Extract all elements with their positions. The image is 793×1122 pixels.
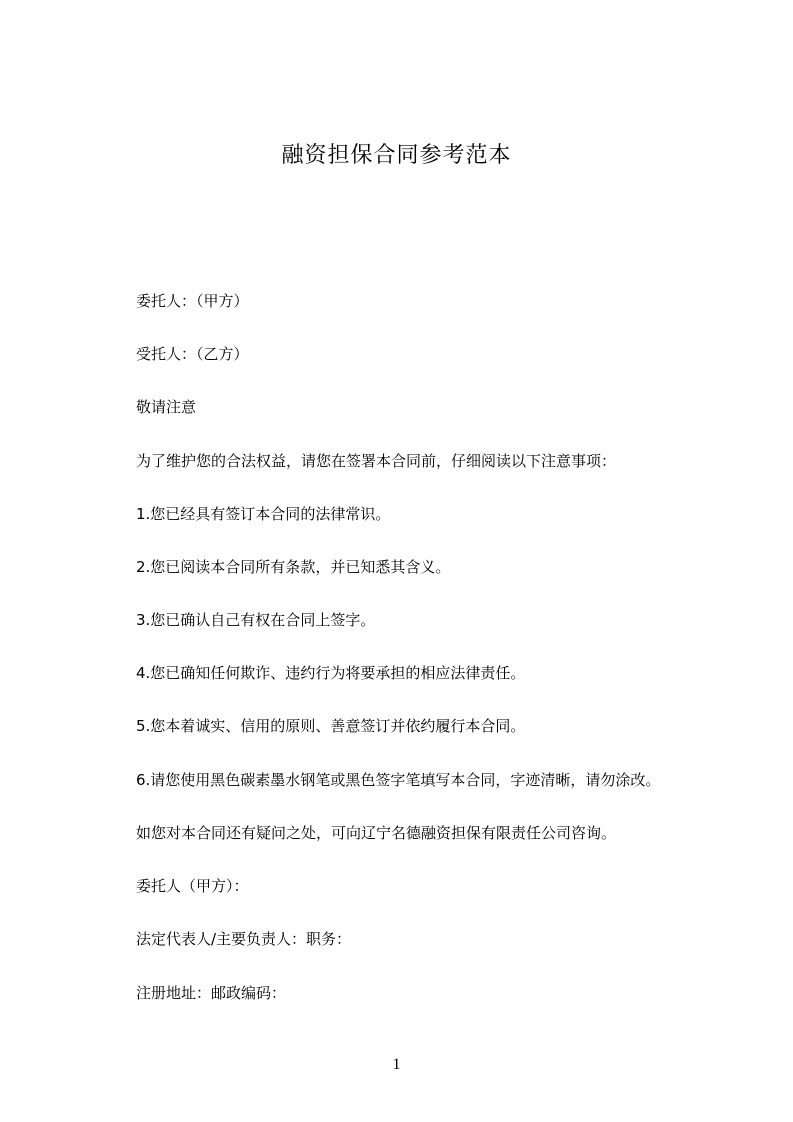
paragraph-notice-item-6: 6.请您使用黑色碳素墨水钢笔或黑色签字笔填写本合同，字迹清晰，请勿涂改。 — [136, 771, 661, 789]
paragraph-client-party: 委托人（甲方）： — [136, 877, 249, 895]
paragraph-client: 委托人：（甲方） — [136, 292, 249, 310]
paragraph-notice-item-5: 5.您本着诚实、信用的原则、善意签订并依约履行本合同。 — [136, 717, 526, 735]
paragraph-notice-item-1: 1.您已经具有签订本合同的法律常识。 — [136, 505, 391, 523]
page-number: 1 — [392, 1056, 401, 1073]
paragraph-notice-item-3: 3.您已确认自己有权在合同上签字。 — [136, 611, 376, 629]
paragraph-trustee: 受托人：（乙方） — [136, 345, 249, 363]
paragraph-inquiry: 如您对本合同还有疑问之处，可向辽宁名德融资担保有限责任公司咨询。 — [136, 824, 617, 842]
paragraph-notice-item-4: 4.您已确知任何欺诈、违约行为将要承担的相应法律责任。 — [136, 664, 526, 682]
paragraph-notice-heading: 敬请注意 — [136, 398, 197, 416]
paragraph-legal-representative: 法定代表人/主要负责人：职务： — [136, 930, 352, 948]
paragraph-notice-item-2: 2.您已阅读本合同所有条款，并已知悉其含义。 — [136, 558, 451, 576]
paragraph-registered-address: 注册地址：邮政编码： — [136, 984, 287, 1002]
paragraph-notice-intro: 为了维护您的合法权益，请您在签署本合同前，仔细阅读以下注意事项： — [136, 452, 617, 470]
document-title: 融资担保合同参考范本 — [281, 143, 512, 168]
